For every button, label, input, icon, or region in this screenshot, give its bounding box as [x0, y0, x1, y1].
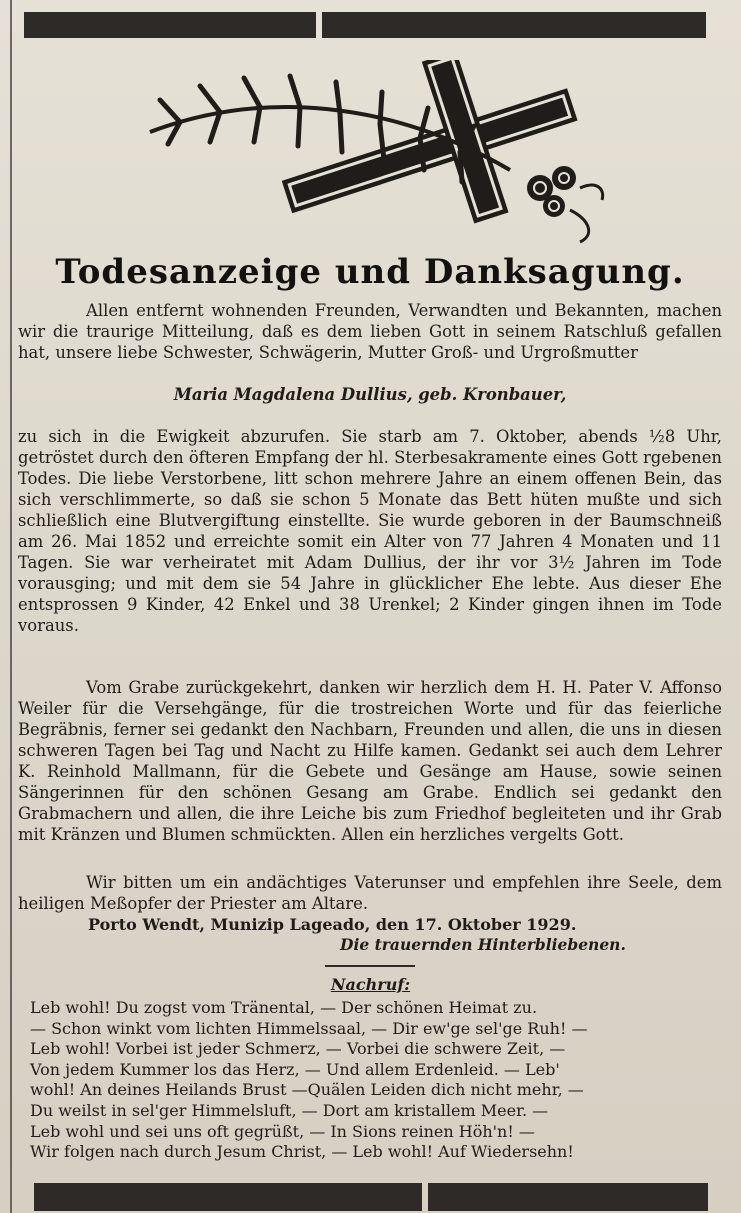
poem-line: Von jedem Kummer los das Herz, — Und allem Erdenleid. — Leb' — [30, 1059, 560, 1079]
prayer-text: Wir bitten um ein andächtiges Vaterunser und empfehlen ihre Seele, dem heiligen Meßopfer der Priester am Altare. — [18, 873, 722, 913]
thanks-paragraph — [18, 677, 722, 845]
poem-line: Leb wohl! Vorbei ist jeder Schmerz, — Vorbei die schwere Zeit, — — [30, 1039, 566, 1059]
place-date: Porto Wendt, Munizip Lageado, den 17. Oktober 1929. — [88, 915, 577, 934]
obituary-text: zu sich in die Ewigkeit abzurufen. Sie starb am 7. Oktober, abends ½8 Uhr, getröstet durch den öfteren Empfang der hl. Sterbesakramente eines Gott rgebenen Todes. Die liebe Verstorbene, litt schon mehrere Jahre an einem offenen Bein, das sich verschlimmerte, so daß sie schon 5 Monate das Bett hüten mußte und sich schließlich eine Blutvergiftung einstellte. Sie wurde geboren in der Baumschneiß am 26. Mai 1852 und erreichte somit ein Alter von 77 Jahren 4 Monaten und 11 Tagen. Sie war verheiratet mit Adam Dullius, der ihr vor 3½ Jahren im Tode vorausging; und mit dem sie 54 Jahre in glücklicher Ehe lebte. Aus dieser Ehe entsprossen 9 Kinder, 42 Enkel und 38 Urenkel; 2 Kinder gingen ihnen im Tode voraus. — [18, 427, 722, 635]
intro-text: Allen entfernt wohnenden Freunden, Verwandten und Bekannten, machen wir die traurige Mitteilung, daß es dem lieben Gott in seinem Ratschluß gefallen hat, unsere liebe Schwester, Schwägerin, Mutter Groß- und Urgroßmutter — [18, 301, 722, 362]
section-divider — [325, 965, 415, 967]
top-border-bar-right — [322, 12, 706, 38]
top-border-bar-left — [24, 12, 316, 38]
nachruf-poem — [30, 998, 710, 1163]
poem-line: — Schon winkt vom lichten Himmelssaal, — Dir ew'ge sel'ge Ruh! — — [30, 1018, 588, 1038]
nachruf-title: Nachruf: — [330, 975, 411, 994]
notice-title: Todesanzeige und Danksagung. — [55, 252, 685, 292]
poem-line: wohl! An deines Heilands Brust —Quälen Leiden dich nicht mehr, — — [30, 1080, 584, 1100]
poem-line: Leb wohl und sei uns oft gegrüßt, — In Sions reinen Höh'n! — — [30, 1121, 535, 1141]
intro-paragraph — [18, 300, 722, 363]
cross-palm-emblem — [140, 60, 620, 250]
cross-icon — [260, 60, 598, 250]
thanks-text: Vom Grabe zurückgekehrt, danken wir herzlich dem H. H. Pater V. Affonso Weiler für die Versehgänge, für die trostreichen Worte und für das feierliche Begräbnis, ferner sei gedankt den Nachbarn, Freunden und allen, die uns in diesen schweren Tagen bei Tag und Nacht zu Hilfe kamen. Gedankt sei auch dem Lehrer K. Reinhold Mallmann, für die Gebete und Gesänge am Hause, sowie seinen Sängerinnen für den schönen Gesang am Grabe. Endlich sei gedankt den Grabmachern und allen, die ihre Leiche bis zum Friedhof begleiteten und ihr Grab mit Kränzen und Blumen schmückten. Allen ein herzliches vergelts Gott. — [18, 678, 722, 844]
signers: Die trauernden Hinterbliebenen. — [340, 935, 626, 954]
deceased-name-block — [18, 384, 722, 405]
poem-line: Du weilst in sel'ger Himmelsluft, — Dort am kristallem Meer. — — [30, 1100, 549, 1120]
poem-line: Wir folgen nach durch Jesum Christ, — Leb wohl! Auf Wiedersehn! — [30, 1142, 574, 1162]
deceased-name: Maria Magdalena Dullius, geb. Kronbauer, — [173, 385, 567, 404]
bottom-border-bar-left — [34, 1183, 422, 1211]
poem-line: Leb wohl! Du zogst vom Tränental, — Der schönen Heimat zu. — [30, 998, 538, 1017]
rose-bouquet-icon — [527, 166, 603, 242]
obituary-paragraph — [18, 426, 722, 636]
prayer-paragraph — [18, 872, 722, 914]
column-rule — [10, 0, 12, 1213]
bottom-border-bar-right — [428, 1183, 708, 1211]
